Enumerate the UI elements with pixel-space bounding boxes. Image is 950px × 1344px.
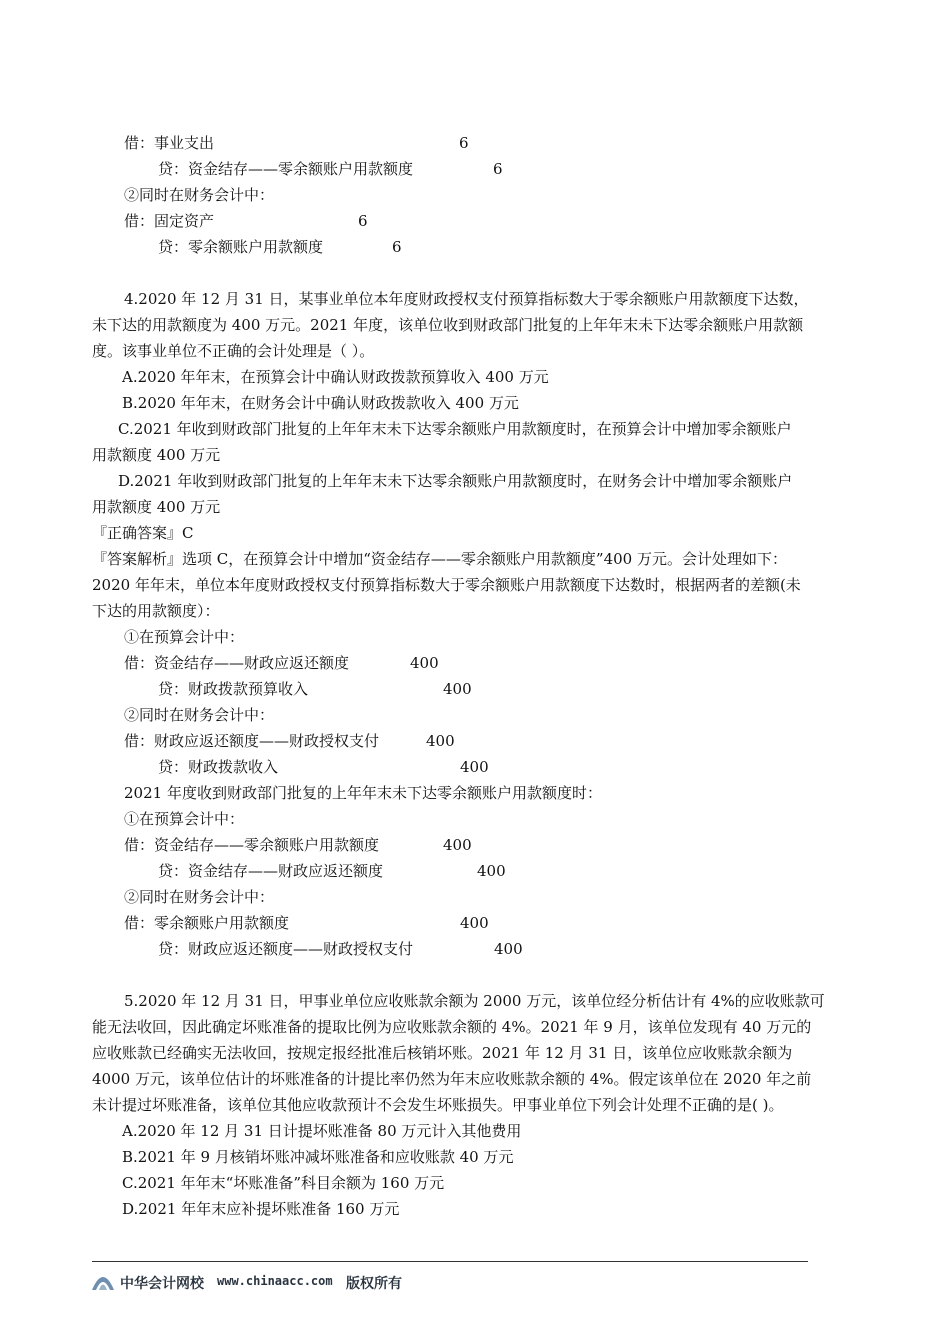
- journal-debit-line: 借：事业支出: [124, 134, 215, 152]
- question-4-option-c: 用款额度 400 万元: [92, 446, 221, 464]
- question-5-stem: 能无法收回，因此确定坏账准备的提取比例为应收账款余额的 4%。2021 年 9 月，该单位发现有 40 万元的: [92, 1018, 812, 1036]
- journal-credit-line: 贷：零余额账户用款额度: [158, 238, 324, 256]
- journal-amount: 400: [460, 914, 489, 932]
- question-4-option-d: D.2021 年收到财政部门批复的上年年末未下达零余额账户用款额度时，在财务会计中增加零余额账户: [118, 472, 793, 490]
- question-4-stem: 度。该事业单位不正确的会计处理是（ ）。: [92, 342, 375, 360]
- question-5-stem: 应收账款已经确实无法收回，按规定报经批准后核销坏账。2021 年 12 月 31 日，该单位应收账款余额为: [92, 1044, 793, 1062]
- journal-debit-line: 借：财政应返还额度——财政授权支付: [124, 732, 380, 750]
- journal-debit-line: 借：零余额账户用款额度: [124, 914, 290, 932]
- question-5-option-c: C.2021 年年末“坏账准备”科目余额为 160 万元: [122, 1174, 445, 1192]
- question-5-option-a: A.2020 年 12 月 31 日计提坏账准备 80 万元计入其他费用: [122, 1122, 522, 1140]
- journal-debit-line: 借：资金结存——零余额账户用款额度: [124, 836, 380, 854]
- journal-amount: 400: [494, 940, 523, 958]
- correct-answer: 『正确答案』C: [92, 524, 194, 542]
- section-heading: ②同时在财务会计中：: [124, 186, 275, 204]
- question-5-stem: 未计提过坏账准备，该单位其他应收款预计不会发生坏账损失。甲事业单位下列会计处理不正确的是( )。: [92, 1096, 784, 1114]
- journal-amount: 6: [459, 134, 469, 152]
- journal-credit-line: 贷：资金结存——财政应返还额度: [158, 862, 384, 880]
- question-4-option-b: B.2020 年年末，在财务会计中确认财政拨款收入 400 万元: [122, 394, 519, 412]
- question-5-stem: 4000 万元，该单位估计的坏账准备的计提比率仍然为年末应收账款余额的 4%。假定该单位在 2020 年之前: [92, 1070, 812, 1088]
- journal-credit-line: 贷：财政拨款收入: [158, 758, 279, 776]
- question-5-option-b: B.2021 年 9 月核销坏账冲减坏账准备和应收账款 40 万元: [122, 1148, 514, 1166]
- question-4-option-c: C.2021 年收到财政部门批复的上年年末未下达零余额账户用款额度时，在预算会计中增加零余额账户: [118, 420, 792, 438]
- footer-divider: [92, 1261, 808, 1262]
- journal-credit-line: 贷：财政拨款预算收入: [158, 680, 309, 698]
- journal-amount: 6: [392, 238, 402, 256]
- section-heading: ①在预算会计中：: [124, 810, 245, 828]
- section-heading: ①在预算会计中：: [124, 628, 245, 646]
- journal-debit-line: 借：固定资产: [124, 212, 215, 230]
- footer-copyright: 版权所有: [346, 1276, 402, 1292]
- footer-site-link[interactable]: www.chinaacc.com: [217, 1274, 333, 1288]
- journal-credit-line: 贷：资金结存——零余额账户用款额度: [158, 160, 414, 178]
- journal-credit-line: 贷：财政应返还额度——财政授权支付: [158, 940, 414, 958]
- question-4-stem: 4.2020 年 12 月 31 日，某事业单位本年度财政授权支付预算指标数大于零余额账户用款额度下达数，: [124, 290, 809, 308]
- question-4-option-a: A.2020 年年末，在预算会计中确认财政拨款预算收入 400 万元: [122, 368, 549, 386]
- answer-analysis: 『答案解析』选项 C，在预算会计中增加“资金结存——零余额账户用款额度”400 万元。会计处理如下：: [92, 550, 787, 568]
- journal-amount: 6: [493, 160, 503, 178]
- question-5-stem: 5.2020 年 12 月 31 日，甲事业单位应收账款余额为 2000 万元，该单位经分析估计有 4%的应收账款可: [124, 992, 825, 1010]
- answer-analysis: 下达的用款额度）：: [92, 602, 220, 620]
- question-5-option-d: D.2021 年年末应补提坏账准备 160 万元: [122, 1200, 400, 1218]
- section-heading: 2021 年度收到财政部门批复的上年年末未下达零余额账户用款额度时：: [124, 784, 602, 802]
- answer-analysis: 2020 年年末，单位本年度财政授权支付预算指标数大于零余额账户用款额度下达数时，根据两者的差额(未: [92, 576, 801, 594]
- journal-debit-line: 借：资金结存——财政应返还额度: [124, 654, 350, 672]
- chinaacc-logo-icon: [90, 1270, 116, 1292]
- journal-amount: 400: [443, 836, 472, 854]
- section-heading: ②同时在财务会计中：: [124, 888, 275, 906]
- question-4-option-d: 用款额度 400 万元: [92, 498, 221, 516]
- journal-amount: 400: [477, 862, 506, 880]
- footer-brand: 中华会计网校: [120, 1276, 204, 1292]
- journal-amount: 6: [358, 212, 368, 230]
- journal-amount: 400: [426, 732, 455, 750]
- section-heading: ②同时在财务会计中：: [124, 706, 275, 724]
- journal-amount: 400: [410, 654, 439, 672]
- question-4-stem: 未下达的用款额度为 400 万元。2021 年度，该单位收到财政部门批复的上年年末未下达零余额账户用款额: [92, 316, 804, 334]
- journal-amount: 400: [443, 680, 472, 698]
- journal-amount: 400: [460, 758, 489, 776]
